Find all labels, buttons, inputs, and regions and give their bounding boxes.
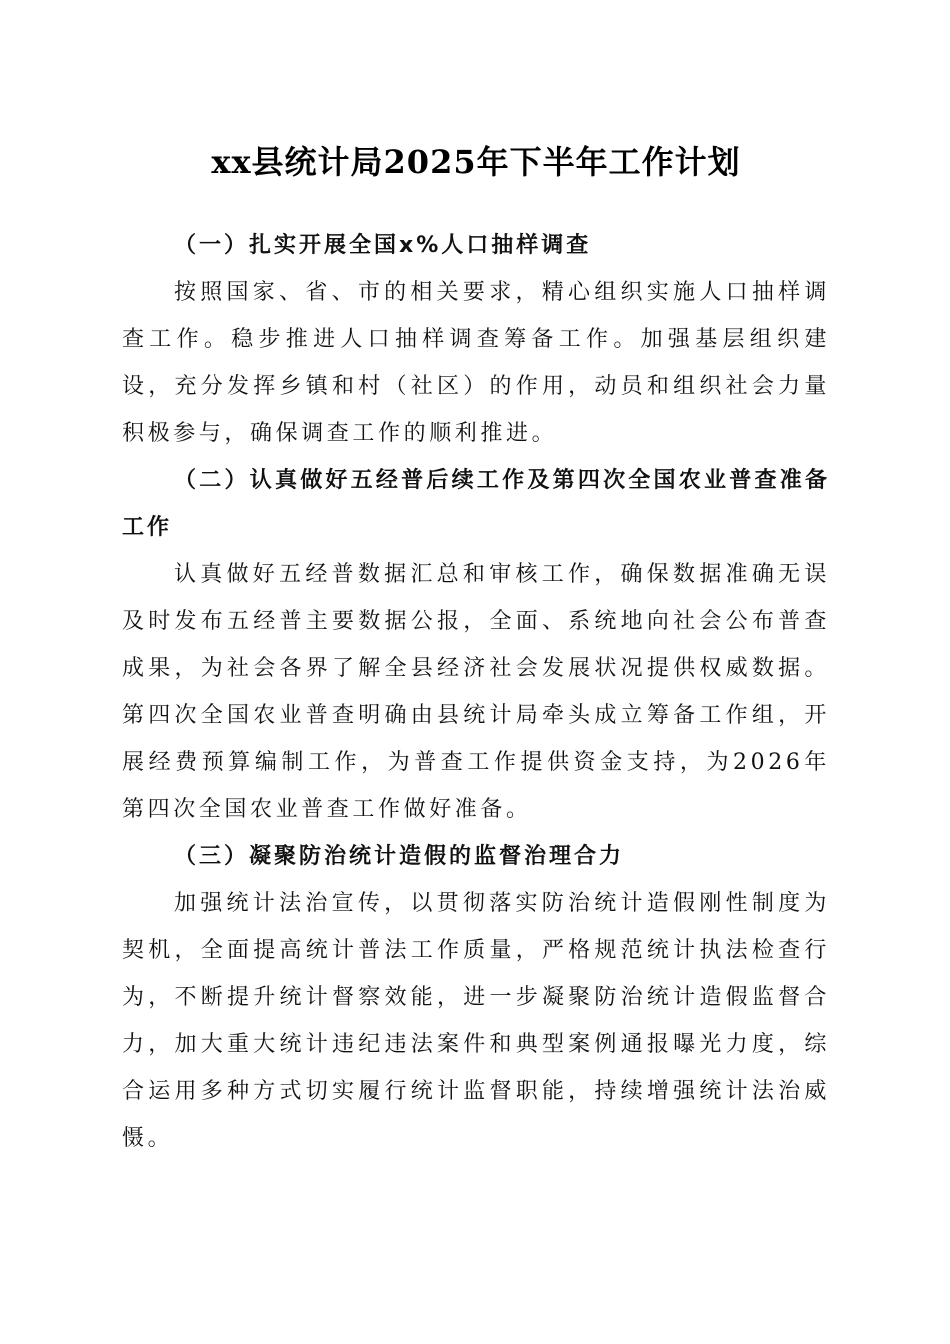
section-1-heading: （一）扎实开展全国x%人口抽样调查	[174, 233, 592, 258]
section-3-heading: （三）凝聚防治统计造假的监督治理合力	[174, 844, 625, 869]
document-body	[122, 222, 830, 1162]
section-2-paragraph: 认真做好五经普数据汇总和审核工作，确保数据准确无误及时发布五经普主要数据公报，全面、系统地向社会公布普查成果，为社会各界了解全县经济社会发展状况提供权威数据。第四次全国农业普查明确由县统计局牵头成立筹备工作组，开展经费预算编制工作，为普查工作提供资金支持，为2026年第四次全国农业普查工作做好准备。	[122, 562, 830, 822]
section-1-paragraph: 按照国家、省、市的相关要求，精心组织实施人口抽样调查工作。稳步推进人口抽样调查筹备工作。加强基层组织建设，充分发挥乡镇和村（社区）的作用，动员和组织社会力量积极参与，确保调查工作的顺利推进。	[122, 280, 830, 446]
document-title: xx县统计局2025年下半年工作计划	[211, 143, 741, 181]
section-2-heading: （二）认真做好五经普后续工作及第四次全国农业普查准备工作	[122, 468, 830, 540]
section-3-paragraph: 加强统计法治宣传，以贯彻落实防治统计造假刚性制度为契机，全面提高统计普法工作质量，严格规范统计执法检查行为，不断提升统计督察效能，进一步凝聚防治统计造假监督合力，加大重大统计违纪违法案件和典型案例通报曝光力度，综合运用多种方式切实履行统计监督职能，持续增强统计法治威慑。	[122, 891, 830, 1151]
